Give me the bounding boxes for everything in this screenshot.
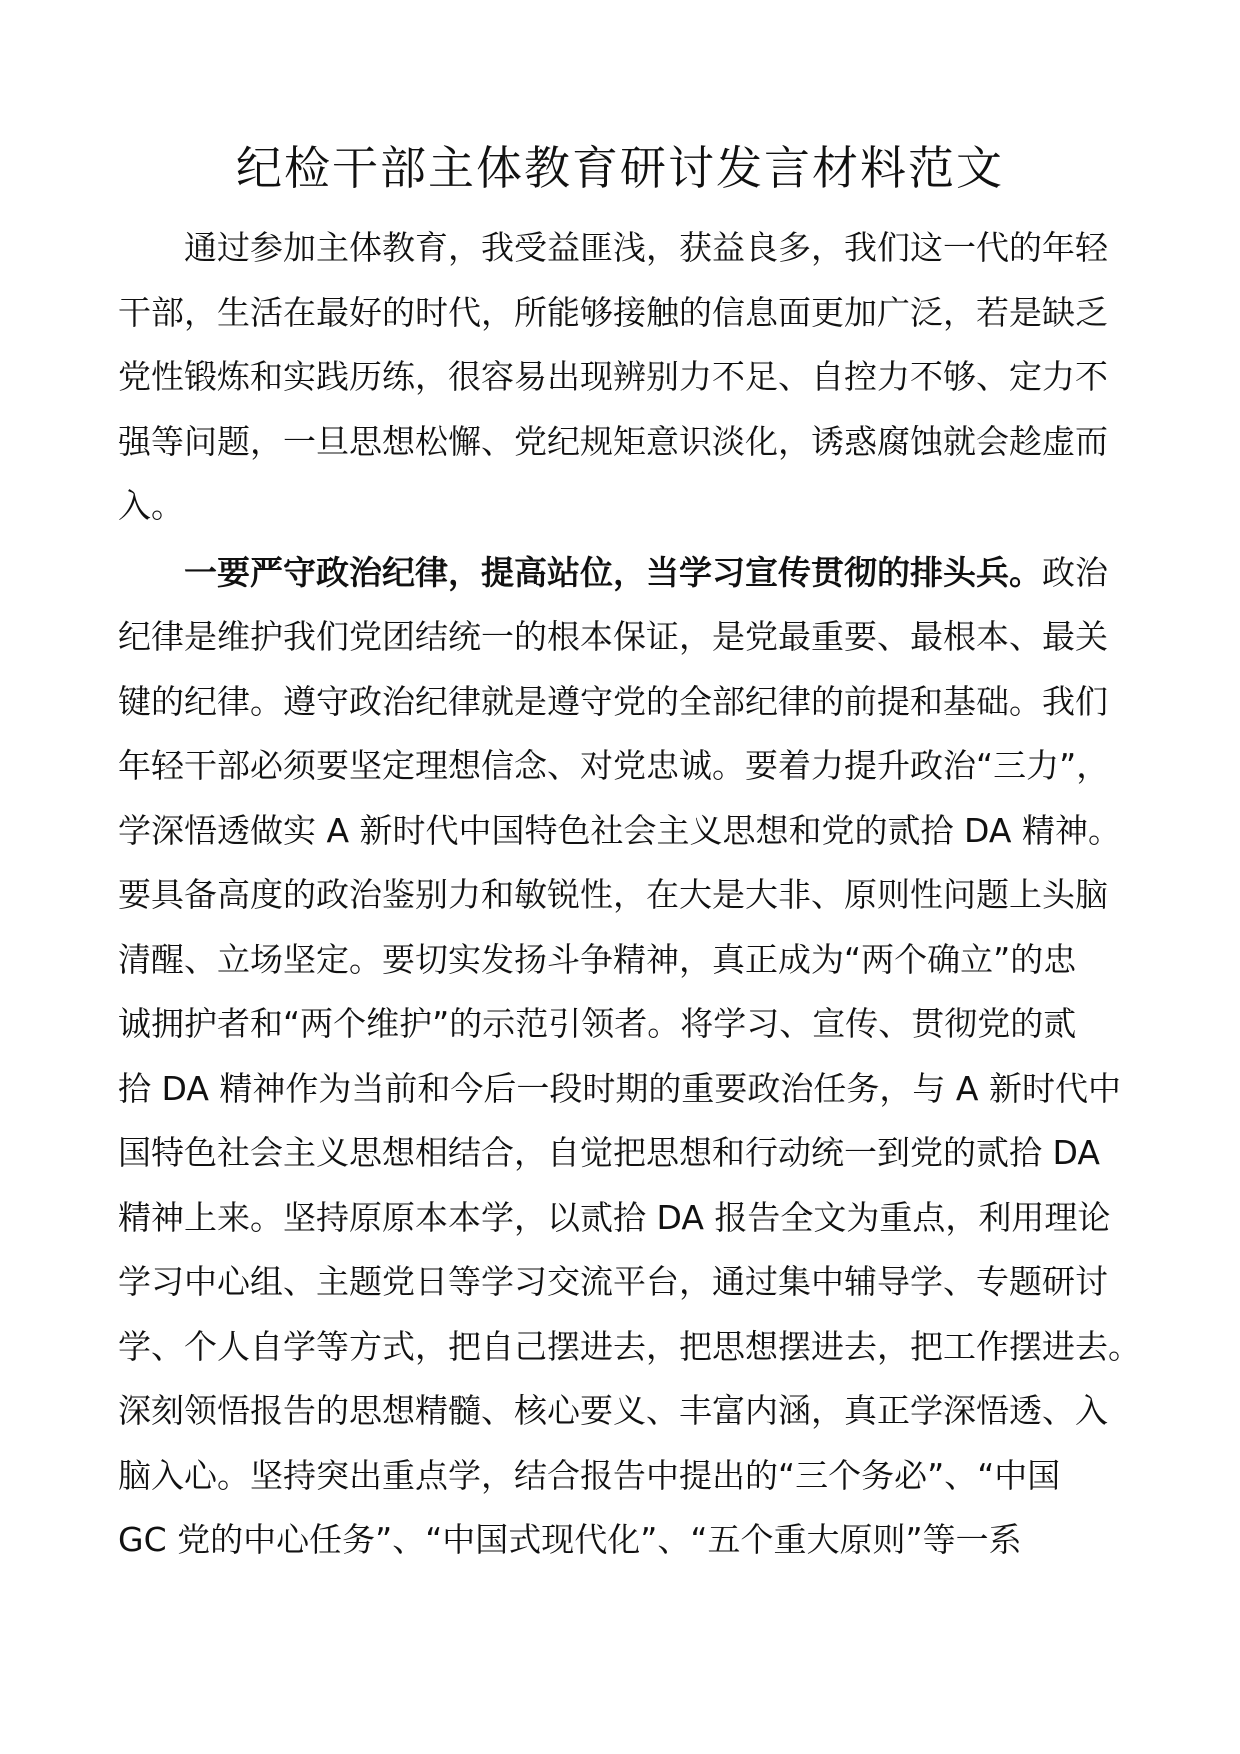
text-line: 脑入心。坚持突出重点学，结合报告中提出的“三个务必”、“中国 — [118, 1455, 1061, 1495]
text-line: 年轻干部必须要坚定理想信念、对党忠诚。要着力提升政治“三力”， — [118, 746, 1110, 785]
text-line: 纪律是维护我们党团结统一的根本保证，是党最重要、最根本、最关 — [118, 617, 1108, 656]
paragraph-first-line — [118, 541, 1128, 606]
text-line: GC 党的中心任务”、“中国式现代化”、“五个重大原则”等一系 — [118, 1520, 1022, 1559]
paragraph-intro — [118, 216, 1128, 539]
paragraph-heading: 一要严守政治纪律，提高站位，当学习宣传贯彻的排头兵。 — [184, 552, 1042, 592]
text-line: 党性锻炼和实践历练，很容易出现辨别力不足、自控力不够、定力不 — [118, 357, 1108, 396]
text-line: 学习中心组、主题党日等学习交流平台，通过集中辅导学、专题研讨 — [118, 1262, 1108, 1301]
text-line: 国特色社会主义思想相结合，自觉把思想和行动统一到党的贰拾 DA — [118, 1133, 1100, 1172]
text-line: 通过参加主体教育，我受益匪浅，获益良多，我们这一代的年轻 — [184, 228, 1108, 267]
document-title: 纪检干部主体教育研讨发言材料范文 — [236, 141, 1004, 195]
text-line: 深刻领悟报告的思想精髓、核心要义、丰富内涵，真正学深悟透、入 — [118, 1391, 1108, 1430]
document-body — [118, 216, 1141, 1573]
text-line: 键的纪律。遵守政治纪律就是遵守党的全部纪律的前提和基础。我们 — [118, 681, 1108, 721]
paragraph-first-line-rest: 政治 — [1042, 552, 1108, 592]
text-line: 要具备高度的政治鉴别力和敏锐性，在大是大非、原则性问题上头脑 — [118, 875, 1108, 914]
text-line: 清醒、立场坚定。要切实发扬斗争精神，真正成为“两个确立”的忠 — [118, 939, 1077, 979]
text-line: 干部，生活在最好的时代，所能够接触的信息面更加广泛，若是缺乏 — [118, 292, 1108, 332]
text-line: 学、个人自学等方式，把自己摆进去，把思想摆进去，把工作摆进去。 — [118, 1326, 1141, 1366]
text-line: 拾 DA 精神作为当前和今后一段时期的重要政治任务，与 A 新时代中 — [118, 1068, 1121, 1108]
text-line: 入。 — [118, 486, 184, 525]
text-line: 强等问题，一旦思想松懈、党纪规矩意识淡化，诱惑腐蚀就会趁虚而 — [118, 421, 1108, 461]
text-line: 诚拥护者和“两个维护”的示范引领者。将学习、宣传、贯彻党的贰 — [118, 1004, 1077, 1043]
paragraph-political-discipline — [118, 541, 1141, 1573]
text-line: 精神上来。坚持原原本本学，以贰拾 DA 报告全文为重点，利用理论 — [118, 1197, 1111, 1237]
text-line: 学深悟透做实 A 新时代中国特色社会主义思想和党的贰拾 DA 精神。 — [118, 810, 1121, 850]
